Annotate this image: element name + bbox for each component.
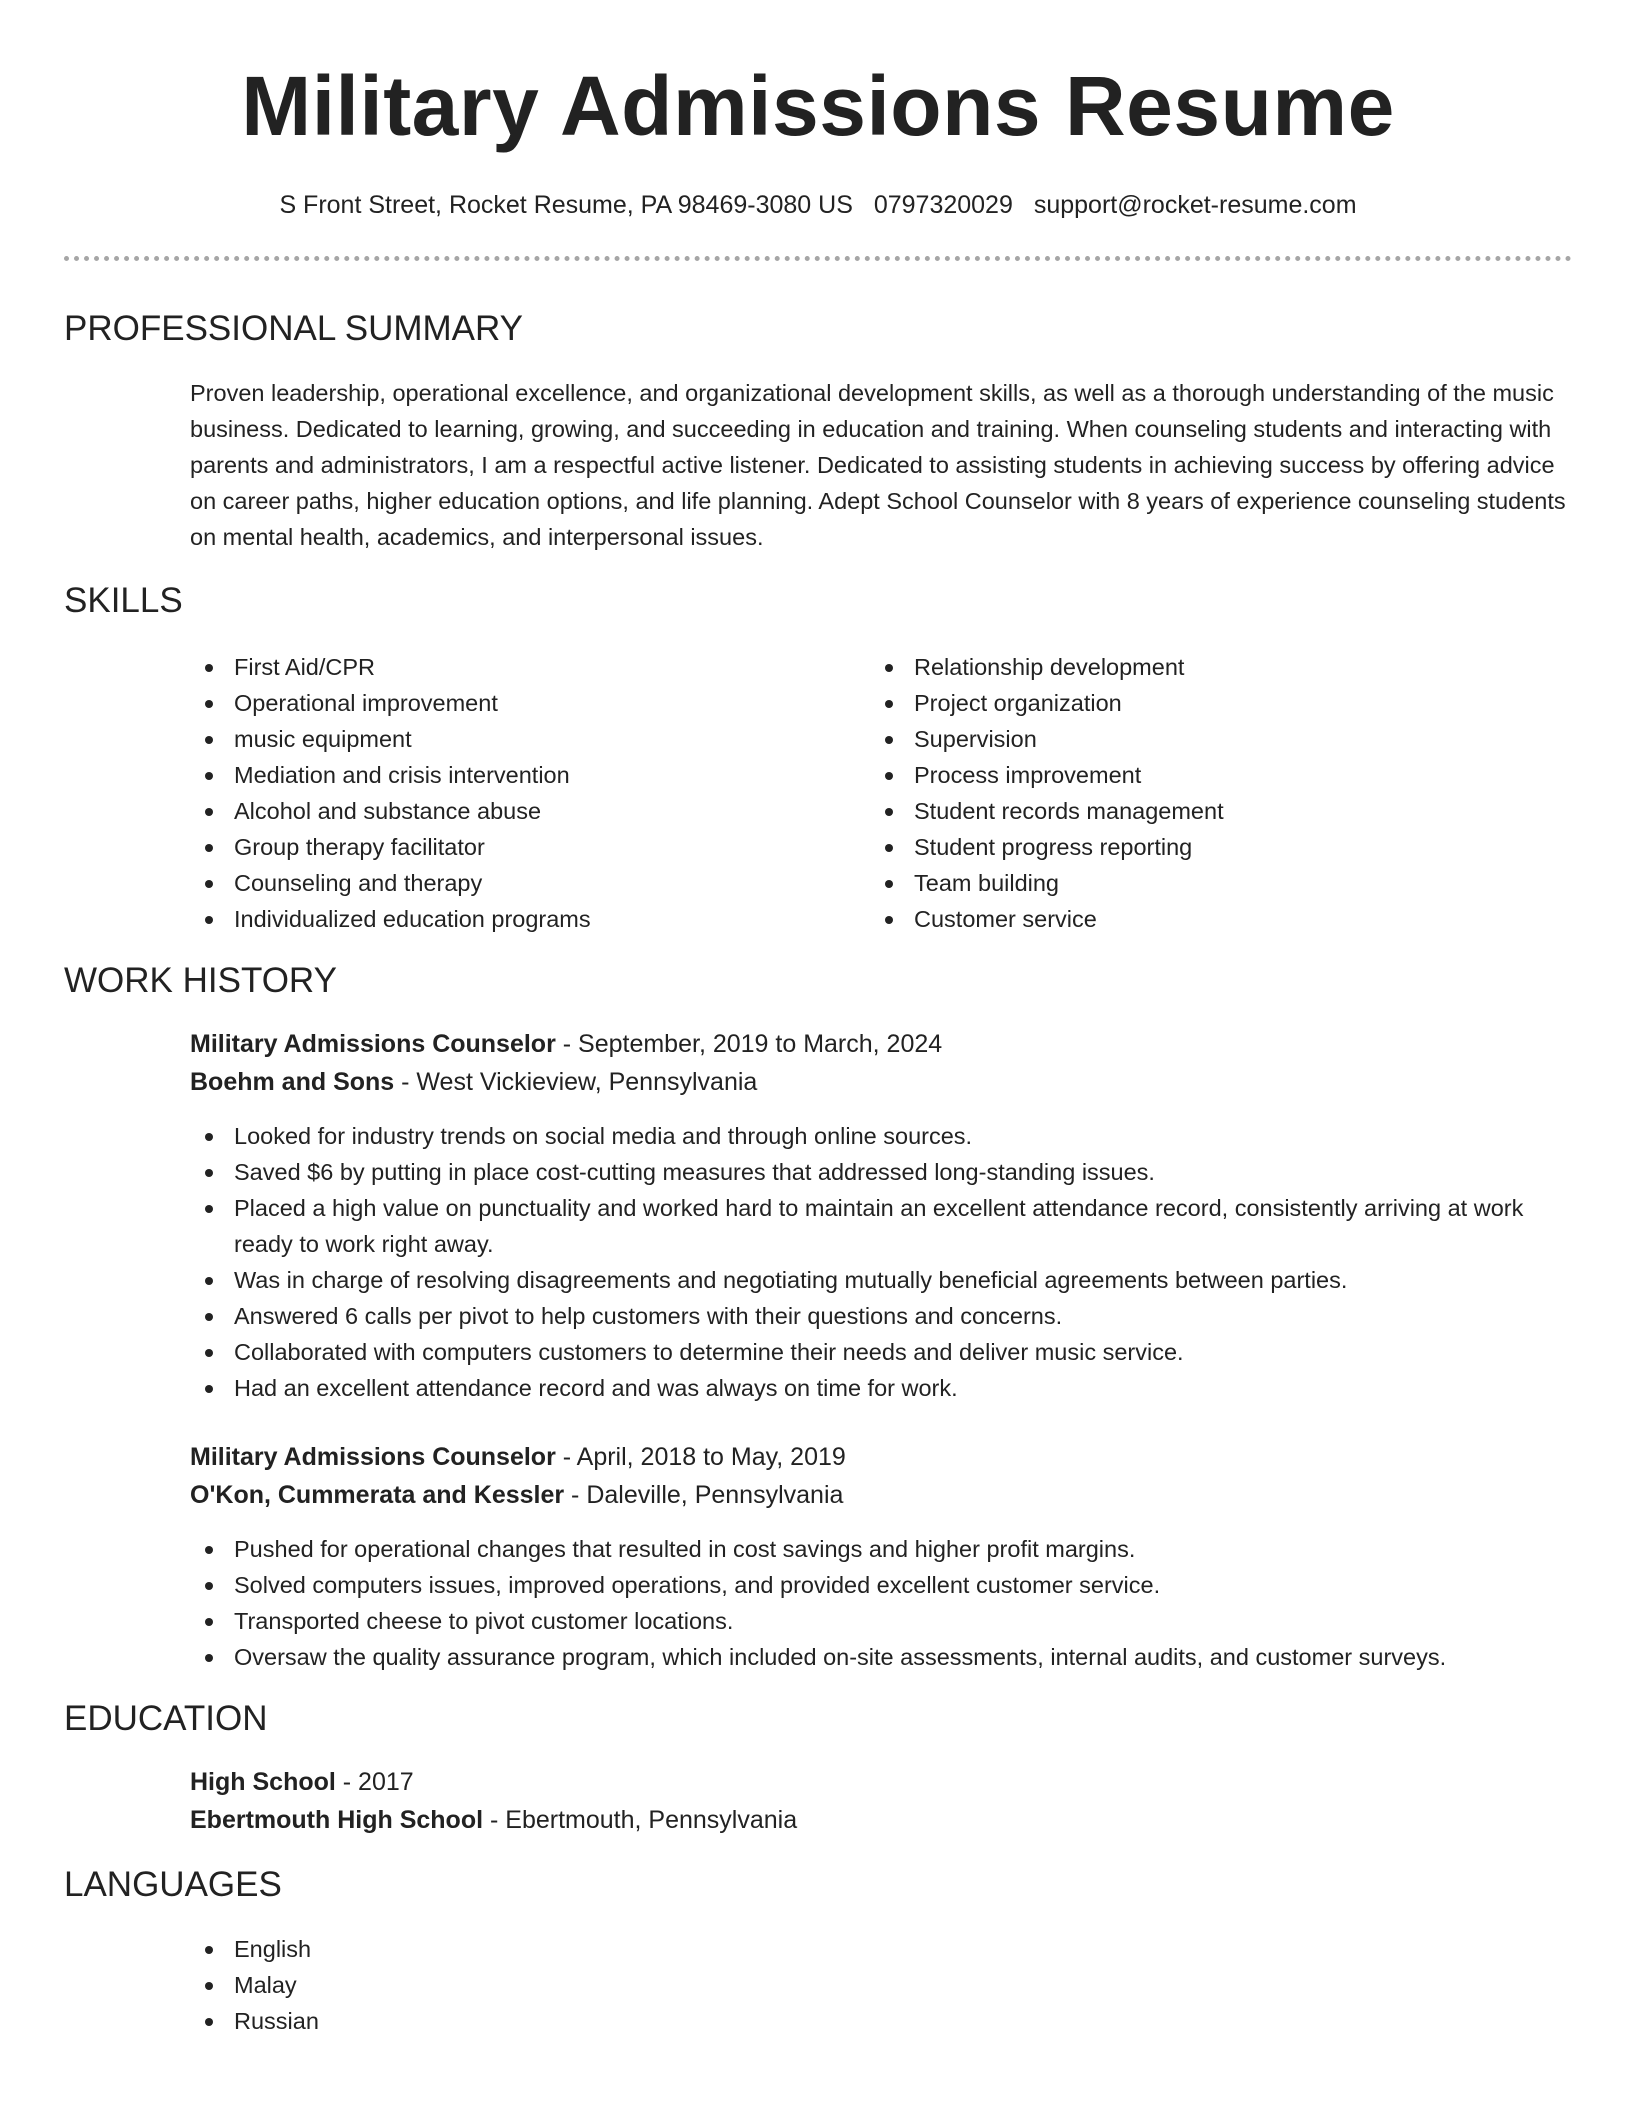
language-item: Russian	[190, 2003, 1572, 2039]
job-dates: - April, 2018 to May, 2019	[555, 1443, 846, 1471]
work-history-heading: WORK HISTORY	[64, 961, 337, 1000]
skill-item: music equipment	[190, 721, 870, 757]
job-role: Military Admissions Counselor	[190, 1030, 556, 1058]
job-role-line	[190, 1438, 1572, 1476]
skill-item: Alcohol and substance abuse	[190, 793, 870, 829]
education-degree: High School	[190, 1768, 336, 1796]
skill-item: Customer service	[870, 901, 1550, 937]
job-company: O'Kon, Cummerata and Kessler	[190, 1481, 565, 1509]
job-company-line	[190, 1476, 1572, 1514]
job-bullet: Was in charge of resolving disagreements and negotiating mutually beneficial agreements between parties.	[190, 1262, 1572, 1298]
job-entry	[190, 1025, 1572, 1406]
job-company: Boehm and Sons	[190, 1068, 395, 1096]
skills-heading: SKILLS	[64, 581, 183, 620]
skill-item: Relationship development	[870, 649, 1550, 685]
job-bullet: Had an excellent attendance record and was always on time for work.	[190, 1370, 1572, 1406]
education-school-line	[190, 1801, 1572, 1839]
job-bullet: Oversaw the quality assurance program, which included on-site assessments, internal audits, and customer surveys.	[190, 1639, 1572, 1675]
contact-line	[64, 190, 1572, 220]
education-degree-line	[190, 1763, 1572, 1801]
skill-item: Group therapy facilitator	[190, 829, 870, 865]
job-bullets	[190, 1531, 1572, 1675]
job-bullet: Transported cheese to pivot customer locations.	[190, 1603, 1572, 1639]
contact-address: S Front Street, Rocket Resume, PA 98469-3080 US	[279, 191, 853, 219]
job-bullet: Answered 6 calls per pivot to help customers with their questions and concerns.	[190, 1298, 1572, 1334]
header-divider	[64, 256, 1572, 261]
skill-item: Individualized education programs	[190, 901, 870, 937]
summary-heading: PROFESSIONAL SUMMARY	[64, 309, 523, 348]
job-bullet: Placed a high value on punctuality and worked hard to maintain an excellent attendance record, consistently arriving at work ready to work right away.	[190, 1190, 1572, 1262]
job-company-line	[190, 1063, 1572, 1101]
skill-item: Process improvement	[870, 757, 1550, 793]
contact-email: support@rocket-resume.com	[1033, 191, 1357, 219]
skills-grid	[190, 649, 1572, 937]
skill-item: Counseling and therapy	[190, 865, 870, 901]
education-entry	[190, 1763, 1572, 1839]
job-bullet: Pushed for operational changes that resulted in cost savings and higher profit margins.	[190, 1531, 1572, 1567]
education-school: Ebertmouth High School	[190, 1806, 484, 1834]
job-location: - Daleville, Pennsylvania	[564, 1481, 844, 1509]
skill-item: Team building	[870, 865, 1550, 901]
job-entry	[190, 1438, 1572, 1675]
job-bullet: Solved computers issues, improved operations, and provided excellent customer service.	[190, 1567, 1572, 1603]
languages-heading: LANGUAGES	[64, 1865, 282, 1904]
job-bullets	[190, 1118, 1572, 1406]
summary-text: Proven leadership, operational excellence, and organizational development skills, as well as a thorough understanding of the music business. Dedicated to learning, growing, and succeeding in education and training. When counseling students and interacting with parents and administrators, I am a respectful active listener. Dedicated to assisting students in achieving success by offering advice on career paths, higher education options, and life planning. Adept School Counselor with 8 years of experience counseling students on mental health, academics, and interpersonal issues.	[190, 380, 1566, 550]
education-year: - 2017	[335, 1768, 414, 1796]
language-item: Malay	[190, 1967, 1572, 2003]
language-item: English	[190, 1931, 1572, 1967]
skill-item: Student records management	[870, 793, 1550, 829]
skills-left-list	[190, 649, 870, 937]
education-heading: EDUCATION	[64, 1699, 268, 1738]
skills-right-list	[870, 649, 1550, 937]
skill-item: Operational improvement	[190, 685, 870, 721]
job-bullet: Collaborated with computers customers to determine their needs and deliver music service.	[190, 1334, 1572, 1370]
job-location: - West Vickieview, Pennsylvania	[394, 1068, 758, 1096]
resume-title: Military Admissions Resume	[241, 59, 1395, 153]
job-dates: - September, 2019 to March, 2024	[555, 1030, 943, 1058]
job-role: Military Admissions Counselor	[190, 1443, 556, 1471]
skill-item: Student progress reporting	[870, 829, 1550, 865]
resume-page	[64, 0, 1572, 2039]
job-bullet: Saved $6 by putting in place cost-cutting measures that addressed long-standing issues.	[190, 1154, 1572, 1190]
languages-list	[190, 1931, 1572, 2039]
skill-item: Mediation and crisis intervention	[190, 757, 870, 793]
skill-item: First Aid/CPR	[190, 649, 870, 685]
job-role-line	[190, 1025, 1572, 1063]
skill-item: Project organization	[870, 685, 1550, 721]
skill-item: Supervision	[870, 721, 1550, 757]
job-bullet: Looked for industry trends on social media and through online sources.	[190, 1118, 1572, 1154]
education-location: - Ebertmouth, Pennsylvania	[483, 1806, 798, 1834]
contact-phone: 0797320029	[873, 191, 1013, 219]
